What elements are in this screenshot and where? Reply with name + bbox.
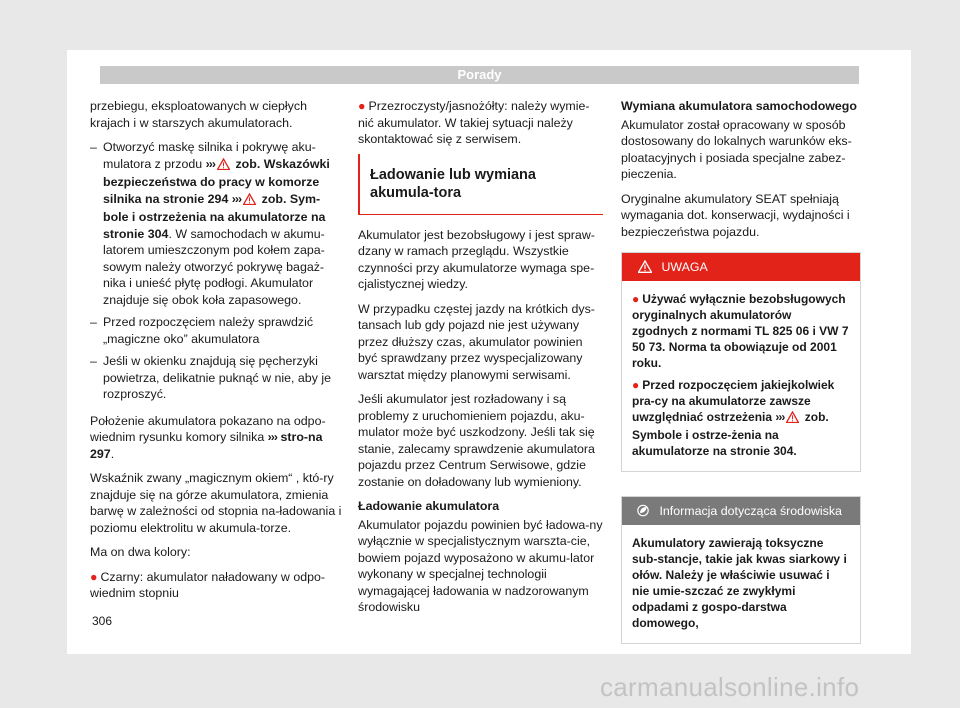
cross-reference-link[interactable]: stro-na 297 [90,430,323,461]
column-2 [358,98,603,624]
paragraph: Jeśli akumulator jest rozładowany i są problemy z uruchomieniem pojazdu, aku-mulator może być uszkodzony. Jeśli tak się stanie, zalecamy sprawdzenie akumulatora pojazdu przez Centrum Serwisowe, gdzie zostanie on doładowany lub wymieniony. [358,392,595,489]
bullet-text: Używać wyłącznie bezobsługowych oryginalnych akumulatorów zgodnych z normami TL 825 06 i VW 7 50 73. Norma ta obowiązuje od 2001 roku. [632,292,849,370]
warning-triangle-icon [243,193,256,210]
warning-triangle-icon [786,411,799,427]
bullet-item [632,377,850,459]
paragraph: Wskaźnik zwany „magicznym okiem“ , któ-ry znajduje się na górze akumulatora, zmienia barwę w zależności od stopnia na-ładowania i poziomu elektrolitu w akumula-torze. [90,471,342,535]
bullet-text: Przezroczysty/jasnożółty: należy wymie-nić akumulator. W takiej sytuacji należy skontaktować się z serwisem. [358,99,590,146]
bullet-icon: ● [90,569,98,584]
watermark: carmanualsonline.info [600,672,860,702]
paragraph: Oryginalne akumulatory SEAT spełniają wymagania dot. konserwacji, wydajności i bezpieczeństwa pojazdu. [621,191,850,239]
section-heading: Ładowanie lub wymiana akumula-tora [358,154,603,215]
environment-text: Akumulatory zawierają toksyczne sub-stancje, takie jak kwas siarkowy i ołów. Należy je właściwie usuwać i nie umie-szczać ze zwykłymi odpadami z gospo-darstwa domowego, [632,536,847,630]
bullet-icon: ● [632,292,640,306]
environment-title: Informacja dotycząca środowiska [659,504,842,518]
list-item: – Przed rozpoczęciem należy sprawdzić „magiczne oko” akumulatora [90,314,345,347]
paragraph: Położenie akumulatora pokazano na odpo-wiednim rysunku komory silnika ››› stro-na 297. [90,413,326,461]
chevron-icon: ››› [775,410,785,424]
list-text: Otworzyć maskę silnika i pokrywę aku-mulatora z przodu [103,140,316,171]
warning-box [621,252,861,472]
bullet-text: Przed rozpoczęciem jakiejkolwiek pra-cy na akumulatorze zawsze uwzględniać ostrzeżenia [632,378,835,424]
warning-box-header [622,253,860,281]
paragraph: Akumulator jest bezobsługowy i jest spraw-dzany w ramach przeglądu. Wszystkie czynności przy akumulatorze wymaga spe-cjalistycznej wiedzy. [358,227,595,291]
column-3 [621,98,861,644]
warning-triangle-icon [217,158,230,175]
bullet-icon: ● [632,378,640,392]
column-1 [90,98,345,608]
cross-reference-link[interactable]: zob. Wskazówki bezpieczeństwa do pracy w komorze silnika na stronie 294 [103,156,330,206]
subheading: Ładowanie akumulatora [358,499,500,513]
environment-box-header [622,497,860,525]
paragraph: Akumulator pojazdu powinien być ładowa-ny wyłącznie w specjalistycznym warszta-cie, bowiem pojazd wyposażono w akumu-lator wykonany w specjalnej technologii wymagającej ładowania w nadzorowanym środowisku [358,517,603,614]
cross-reference-link[interactable]: zob. Symbole i ostrze-żenia na akumulatorze na stronie 304. [632,410,829,458]
chevron-icon: ››› [231,191,242,206]
leaf-icon [636,499,650,527]
bullet-item [90,569,345,602]
page-header: Porady [100,66,859,84]
chevron-icon: ››› [205,156,216,171]
environment-body [622,525,860,643]
chevron-icon: ››› [267,430,278,444]
list-text: . W samochodach w akumu-latorem umieszczonym pod kołem zapa-sowym należy otworzyć pokrywę bagaż-nika i unieść płytę podłogi. Akumulator znajduje się obok koła zapasowego. [103,226,325,307]
paragraph: W przypadku częstej jazdy na krótkich dys-tansach lub gdy pojazd nie jest używany przez dłuższy czas, akumulator powinien być sprawdzany przez wyspecjalizowany warsztat między planowymi serwisami. [358,301,595,382]
warning-title: UWAGA [661,260,708,274]
environment-box [621,496,861,644]
cross-reference-link[interactable]: zob. Sym-bole i ostrzeżenia na akumulatorze na stronie 304 [103,191,326,241]
subheading: Wymiana akumulatora samochodowego [621,99,857,113]
page-number: 306 [92,614,113,628]
bullet-item [632,291,850,371]
paragraph: Akumulator został opracowany w sposób dostosowany do lokalnych warunków eks-ploatacyjnych i posiada specjalne zabez-pieczenia. [621,117,852,181]
warning-triangle-icon [638,255,652,283]
list-item: – Jeśli w okienku znajdują się pęcherzyki powietrza, delikatnie puknąć w nie, aby je rozproszyć. [90,353,345,403]
bullet-icon: ● [358,99,366,113]
intro-text: przebiegu, eksploatowanych w ciepłych krajach i w starszych akumulatorach. [90,99,307,130]
list-item [90,139,345,308]
paragraph: Ma on dwa kolory: [90,545,191,559]
bullet-text: Czarny: akumulator naładowany w odpo-wiednim stopniu [90,569,326,600]
warning-body [622,281,860,471]
paragraph-text: Położenie akumulatora pokazano na odpo-wiednim rysunku komory silnika [90,413,326,444]
bullet-item [358,98,603,148]
